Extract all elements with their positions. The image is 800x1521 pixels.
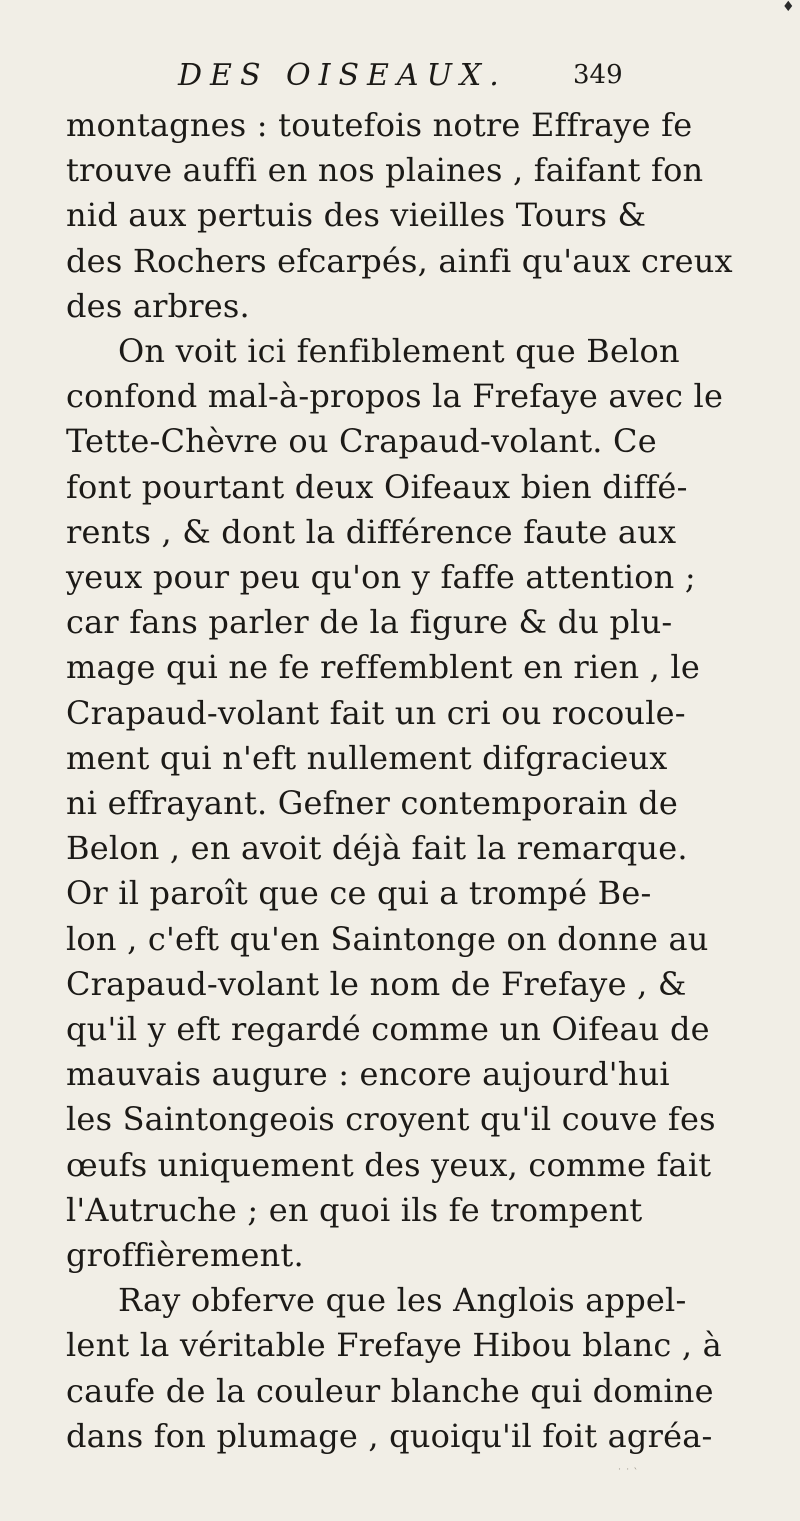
text-line: dans fon plumage , quoiqu'il foit agréa- (66, 1416, 713, 1455)
text-line: ni effrayant. Gefner contemporain de (66, 784, 679, 822)
text-line: confond mal-à-propos la Frefaye avec le (66, 377, 724, 416)
ornament-icon: ♦ (782, 0, 795, 15)
text-line: œufs uniquement des yeux, comme fait (66, 1145, 712, 1184)
text-line: Ray obferve que les Anglois appel- (118, 1281, 687, 1320)
text-line: montagnes : toutefois notre Effraye fe (66, 106, 693, 144)
text-line: Crapaud-volant le nom de Frefaye , & (66, 964, 687, 1003)
text-line: qu'il y eft regardé comme un Oifeau de (66, 1010, 710, 1048)
text-line: car fans parler de la figure & du plu- (66, 603, 673, 642)
text-line: groffièrement. (66, 1236, 304, 1274)
text-line: On voit ici fenfiblement que Belon (118, 332, 680, 370)
text-line: yeux pour peu qu'on y faffe attention ; (66, 558, 696, 596)
text-line: font pourtant deux Oifeaux bien diffé- (66, 467, 688, 506)
text-line: des arbres. (66, 286, 250, 325)
text-line: les Saintongeois croyent qu'il couve fes (66, 1100, 716, 1139)
text-line: lon , c'eft qu'en Saintonge on donne au (66, 919, 709, 958)
text-line: Or il paroît que ce qui a trompé Be- (66, 874, 652, 913)
text-line: trouve auffi en nos plaines , faifant fon (66, 151, 704, 190)
text-line: nid aux pertuis des vieilles Tours & (66, 196, 647, 235)
page-number: 349 (573, 60, 623, 90)
text-line: l'Autruche ; en quoi ils fe trompent (66, 1190, 643, 1229)
text-line: Tette-Chèvre ou Crapaud-volant. Ce (66, 422, 657, 461)
text-line: mage qui ne fe reffemblent en rien , le (66, 648, 700, 687)
text-line: Crapaud-volant fait un cri ou rocoule- (66, 693, 686, 732)
text-line: lent la véritable Frefaye Hibou blanc , à (66, 1326, 722, 1365)
text-line: Belon , en avoit déjà fait la remarque. (66, 829, 688, 868)
running-header (178, 58, 648, 98)
text-line: mauvais augure : encore aujourd'hui (66, 1055, 670, 1094)
text-line: rents , & dont la différence faute aux (66, 512, 677, 551)
text-line: ment qui n'eft nullement difgracieux (66, 738, 668, 777)
text-line: des Rochers efcarpés, ainfi qu'aux creux (66, 241, 733, 280)
text-line: caufe de la couleur blanche qui domine (66, 1371, 714, 1410)
running-title: DES OISEAUX. (178, 58, 507, 93)
margin-mark-icon: ˙ ˙ ˋ (617, 1468, 639, 1479)
